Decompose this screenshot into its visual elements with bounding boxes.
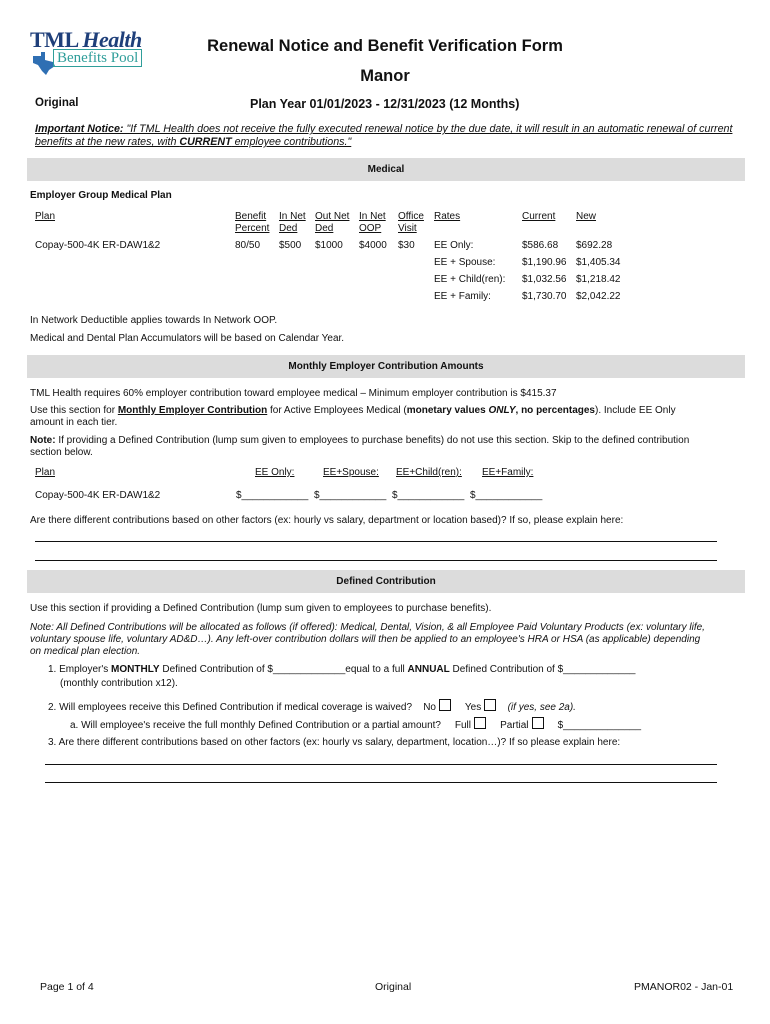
contrib-plan-name: Copay-500-4K ER-DAW1&2 — [35, 490, 161, 501]
header-innet-oop-1: In Net — [359, 211, 386, 222]
group-medical-title: Employer Group Medical Plan — [30, 190, 172, 201]
logo-subtitle: Benefits Pool — [53, 49, 142, 67]
logo-main-b: Health — [82, 27, 142, 52]
contribution-section-header: Monthly Employer Contribution Amounts — [27, 355, 745, 378]
q2-yes-label: Yes — [464, 702, 482, 713]
plan-in-oop: $4000 — [359, 240, 387, 251]
header-new: New — [576, 211, 597, 222]
q1-b: MONTHLY — [111, 664, 160, 675]
header-office-1: Office — [398, 211, 424, 222]
q1-e: Defined Contribution of $_____________ — [449, 664, 636, 675]
use-f: , no percentages — [515, 405, 595, 416]
q1-d: ANNUAL — [407, 664, 450, 675]
defined-q1 — [48, 664, 635, 676]
defined-q2 — [48, 699, 576, 714]
important-notice — [35, 123, 740, 149]
contrib-header-ee-spouse: EE+Spouse: — [323, 467, 379, 478]
contribution-note — [30, 435, 710, 459]
defined-intro: Use this section if providing a Defined Contribution (lump sum given to employees to purchase benefits). — [30, 603, 492, 614]
q2-yes-checkbox[interactable] — [484, 699, 496, 711]
contrib-header-plan: Plan — [35, 467, 56, 478]
contrib-header-ee-family: EE+Family: — [482, 467, 534, 478]
q2a-text: a. Will employee's receive the full monthly Defined Contribution or a partial amount? — [70, 720, 441, 731]
q2a-partial-checkbox[interactable] — [532, 717, 544, 729]
plan-year: Plan Year 01/01/2023 - 12/31/2023 (12 Months) — [250, 97, 520, 111]
plan-benefit: 80/50 — [235, 240, 261, 251]
header-plan: Plan — [35, 211, 56, 222]
rate-current: $586.68 — [522, 240, 559, 251]
rate-tier: EE + Child(ren): — [434, 274, 506, 285]
q2a-amount-field[interactable]: $______________ — [557, 720, 642, 731]
use-b: Monthly Employer Contribution — [117, 405, 268, 416]
rate-tier: EE + Family: — [434, 291, 491, 302]
q2-hint: (if yes, see 2a). — [507, 702, 576, 713]
header-innet-1: In Net — [279, 211, 306, 222]
contrib-ee-only-field[interactable]: $____________ — [236, 490, 309, 501]
contrib-header-ee-only: EE Only: — [255, 467, 295, 478]
q2-text: 2. Will employees receive this Defined Contribution if medical coverage is waived? — [48, 702, 413, 713]
rate-tier: EE + Spouse: — [434, 257, 496, 268]
rate-current: $1,730.70 — [522, 291, 567, 302]
page-title: Renewal Notice and Benefit Verification Form — [207, 37, 563, 55]
q2-no-checkbox[interactable] — [439, 699, 451, 711]
q3-explain-line-2[interactable] — [45, 782, 717, 783]
original-label: Original — [35, 97, 79, 109]
contrib-ee-family-field[interactable]: $____________ — [470, 490, 543, 501]
footer-form-code: PMANOR02 - Jan-01 — [634, 981, 734, 993]
use-g: ). Include EE Only amount in each tier. — [30, 405, 676, 428]
use-a: Use this section for — [30, 405, 118, 416]
plan-in-ded: $500 — [279, 240, 302, 251]
use-d: monetary values — [406, 405, 489, 416]
q2a-full-checkbox[interactable] — [474, 717, 486, 729]
defined-note: Note: All Defined Contributions will be allocated as follows (if offered): Medical, Dental, Vision, & all Employee Paid Voluntary Products (ex: voluntary life, voluntary spouse life, voluntary AD&D…). Any left-over contribution dollars will then be applied to an employee's HRA or HSA (as applicable) depending on medical plan election. — [30, 622, 705, 657]
header-outnet-2: Ded — [315, 223, 334, 234]
footer-page-number: Page 1 of 4 — [40, 981, 94, 993]
header-benefit-2: Percent — [235, 223, 270, 234]
notice-text-b: employee contributions." — [231, 136, 352, 148]
rate-tier: EE Only: — [434, 240, 474, 251]
note-label: Note: — [30, 435, 56, 446]
use-e: ONLY — [488, 405, 516, 416]
use-c: for Active Employees Medical ( — [267, 405, 407, 416]
q3-explain-line-1[interactable] — [45, 764, 717, 765]
page-subtitle: Manor — [360, 67, 410, 85]
notice-label: Important Notice: — [35, 123, 124, 135]
defined-q1-note: (monthly contribution x12). — [60, 678, 178, 689]
header-outnet-1: Out Net — [315, 211, 350, 222]
contribution-question: Are there different contributions based on other factors (ex: hourly vs salary, department or location based)? If so, please explain here: — [30, 515, 624, 526]
q1-a: 1. Employer's — [48, 664, 112, 675]
logo-main-a: TML — [30, 27, 83, 52]
plan-office-visit: $30 — [398, 240, 415, 251]
defined-section-header: Defined Contribution — [27, 570, 745, 593]
accumulator-note: Medical and Dental Plan Accumulators will be based on Calendar Year. — [30, 333, 345, 344]
rate-current: $1,190.96 — [522, 257, 567, 268]
header-current: Current — [522, 211, 556, 222]
rate-new: $2,042.22 — [576, 291, 621, 302]
contrib-ee-child-field[interactable]: $____________ — [392, 490, 465, 501]
rate-new: $1,218.42 — [576, 274, 621, 285]
defined-q2a — [70, 717, 641, 732]
notice-text-a: "If TML Health does not receive the fully executed renewal notice by the due date, it will result in an automatic renewal of current benefits at the new rates, with — [35, 123, 733, 148]
note-text: If providing a Defined Contribution (lump sum given to employees to purchase benefits) do not use this section. Skip to the defined contribution section below. — [30, 435, 690, 458]
q2a-partial-label: Partial — [500, 720, 529, 731]
contribution-requirement: TML Health requires 60% employer contribution toward employee medical – Minimum employer contribution is $415.37 — [30, 388, 557, 399]
deductible-note: In Network Deductible applies towards In Network OOP. — [30, 315, 278, 326]
plan-name: Copay-500-4K ER-DAW1&2 — [35, 240, 161, 251]
q2-no-label: No — [423, 702, 436, 713]
rate-new: $692.28 — [576, 240, 613, 251]
rate-new: $1,405.34 — [576, 257, 621, 268]
explain-line-1[interactable] — [35, 541, 717, 542]
contrib-header-ee-child: EE+Child(ren): — [396, 467, 462, 478]
explain-line-2[interactable] — [35, 560, 717, 561]
notice-emph: CURRENT — [179, 136, 232, 148]
header-innet-oop-2: OOP — [359, 223, 382, 234]
plan-out-ded: $1000 — [315, 240, 343, 251]
defined-q3: 3. Are there different contributions based on other factors (ex: hourly vs salary, department, location…)? If so please explain here: — [48, 737, 621, 748]
header-rates: Rates — [434, 211, 461, 222]
footer-original: Original — [375, 981, 412, 993]
q2a-full-label: Full — [454, 720, 472, 731]
contrib-ee-spouse-field[interactable]: $____________ — [314, 490, 387, 501]
header-innet-2: Ded — [279, 223, 298, 234]
header-benefit-1: Benefit — [235, 211, 267, 222]
rate-current: $1,032.56 — [522, 274, 567, 285]
q1-c: Defined Contribution of $_____________equal to a full — [159, 664, 408, 675]
contribution-instructions — [30, 405, 710, 429]
medical-section-header: Medical — [27, 158, 745, 181]
header-office-2: Visit — [398, 223, 417, 234]
